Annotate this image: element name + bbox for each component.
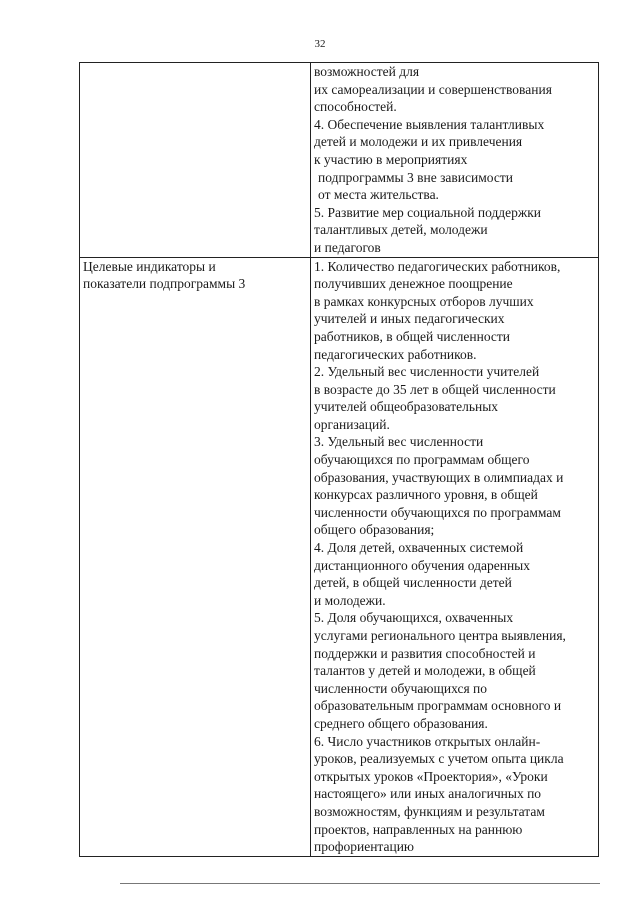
content-line: услугами регионального центра выявления, [314,628,566,643]
content-line: 2. Удельный вес численности учителей [314,364,540,380]
content-line: настоящего» или иных аналогичных по [314,786,542,802]
content-line: 4. Обеспечение выявления талантливых [314,116,545,132]
content-line: возможностей для [314,64,420,79]
content-line: среднего общего образования. [314,715,488,731]
label-line: показатели подпрограммы 3 [83,276,246,292]
content-line: в возрасте до 35 лет в общей численности [314,381,556,397]
content-line: детей и молодежи и их привлечения [314,134,523,150]
table-row-indicators [80,257,599,856]
content-line: их самореализации и совершенствования [314,81,552,97]
row-label-cell-empty [80,63,311,258]
content-line: в рамках конкурсных отборов лучших [314,293,534,309]
content-line: учителей общеобразовательных [314,399,499,415]
content-line: и молодежи. [314,592,386,608]
content-line: открытых уроков «Проектория», «Уроки [314,768,548,784]
content-line: талантов у детей и молодежи, в общей [314,663,536,679]
content-line: талантливых детей, молодежи [314,222,488,238]
label-line: Целевые индикаторы и [83,258,216,274]
page-number: 32 [314,38,326,50]
content-line: поддержки и развития способностей и [314,645,536,661]
content-line: профориентацию [314,839,415,855]
content-line: детей, в общей численности детей [314,575,512,591]
content-line: 1. Количество педагогических работников, [314,258,561,274]
content-line: 3. Удельный вес численности [314,434,484,450]
content-line: численности обучающихся по [314,680,488,696]
content-line: подпрограммы 3 вне зависимости [318,169,513,185]
row-label-cell [80,257,311,856]
content-line: от места жительства. [318,187,439,203]
content-line: 5. Развитие мер социальной поддержки [314,204,542,220]
content-line: обучающихся по программам общего [314,452,530,468]
content-line: дистанционного обучения одаренных [314,557,530,573]
content-line: конкурсах различного уровня, в общей [314,487,538,503]
content-line: численности обучающихся по программам [314,504,561,520]
row-content-cell [311,63,599,258]
content-line: 4. Доля детей, охваченных системой [314,540,524,556]
content-line: и педагогов [314,239,381,255]
content-line: проектов, направленных на раннюю [314,821,523,837]
content-line: получивших денежное поощрение [314,276,513,292]
content-line: возможностям, функциям и результатам [314,803,545,819]
footer-divider [120,883,600,884]
content-line: организаций. [314,416,390,432]
content-line: образовательным программам основного и [314,698,562,714]
content-line: 6. Число участников открытых онлайн- [314,733,541,749]
content-line: общего образования; [314,522,435,538]
content-line: способностей. [314,99,397,115]
content-line: образования, участвующих в олимпиадах и [314,469,564,485]
content-line: работников, в общей численности [314,328,511,344]
content-line: к участию в мероприятиях [314,151,468,167]
content-line: уроков, реализуемых с учетом опыта цикла [314,751,564,767]
table-row-continuation [80,63,599,258]
row-content-cell [311,257,599,856]
content-line: 5. Доля обучающихся, охваченных [314,610,514,626]
content-line: учителей и иных педагогических [314,311,505,327]
content-line: педагогических работников. [314,346,477,362]
passport-table [79,62,599,857]
